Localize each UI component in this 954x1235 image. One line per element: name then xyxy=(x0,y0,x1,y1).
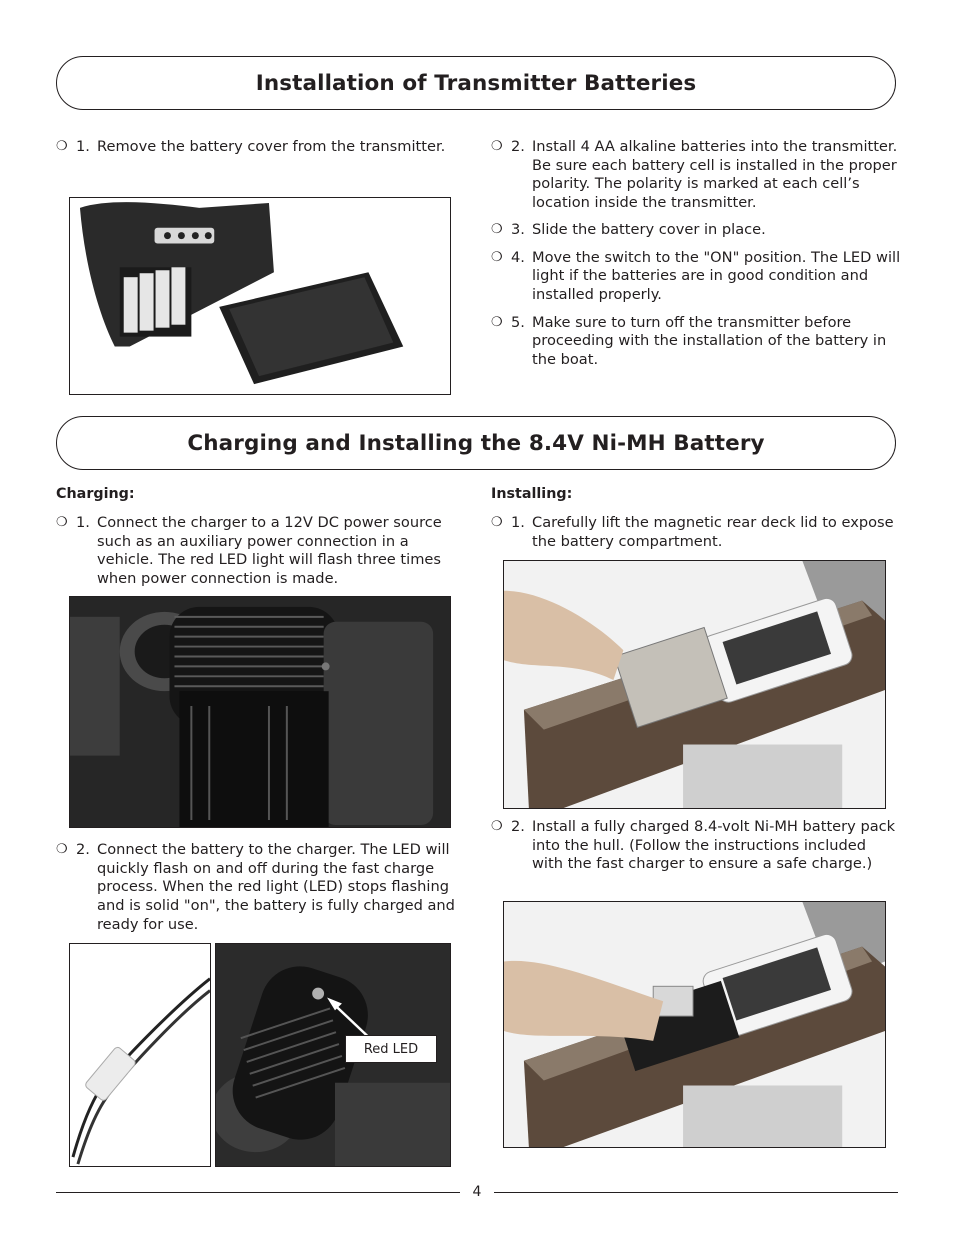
installing-steps-bottom xyxy=(491,818,897,874)
section-title-charging-installing xyxy=(56,416,896,470)
step-number: 1. xyxy=(76,138,90,155)
step-number: 4. xyxy=(511,248,525,266)
battery-connector-photo xyxy=(69,943,211,1167)
transmitter-battery-photo xyxy=(69,197,451,395)
step-number: 3. xyxy=(511,220,525,238)
step-item xyxy=(491,818,897,874)
step-text: Connect the battery to the charger. The LED will quickly flash on and off during the fast charge process. When the red light (LED) stops flashing and is solid "on", the battery is fully charged and ready for use. xyxy=(97,841,455,933)
charger-in-vehicle-photo xyxy=(69,596,451,828)
step-item xyxy=(491,138,901,213)
section-title-text: Installation of Transmitter Batteries xyxy=(255,70,697,96)
transmitter-steps-right xyxy=(491,138,901,370)
charging-steps-top xyxy=(56,514,462,589)
step-item xyxy=(56,841,462,935)
step-item xyxy=(491,314,901,370)
checkbox-bullet-icon: ❍ xyxy=(56,842,68,857)
lift-deck-lid-photo xyxy=(503,560,886,809)
checkbox-bullet-icon: ❍ xyxy=(56,515,68,530)
step-text: Connect the charger to a 12V DC power source such as an auxiliary power connection in a vehicle. The red LED light will flash three times when power connection is made. xyxy=(97,514,442,588)
step-number: 1. xyxy=(511,514,525,531)
step-number: 1. xyxy=(76,514,90,531)
step-text: Slide the battery cover in place. xyxy=(532,220,766,238)
step-item xyxy=(56,138,456,157)
step-text: Carefully lift the magnetic rear deck lid to expose the battery compartment. xyxy=(532,514,894,550)
red-led-callout: Red LED xyxy=(345,1035,437,1063)
checkbox-bullet-icon: ❍ xyxy=(56,139,68,154)
install-battery-pack-photo xyxy=(503,901,886,1148)
step-item xyxy=(491,249,901,305)
step-item xyxy=(491,221,901,240)
step-item xyxy=(491,514,897,551)
charging-steps-bottom xyxy=(56,841,462,935)
section-title-text: Charging and Installing the 8.4V Ni-MH Battery xyxy=(187,430,765,456)
checkbox-bullet-icon: ❍ xyxy=(491,819,503,834)
installing-heading: Installing: xyxy=(491,486,573,502)
checkbox-bullet-icon: ❍ xyxy=(491,221,503,237)
page-number: 4 xyxy=(472,1184,482,1200)
checkbox-bullet-icon: ❍ xyxy=(491,515,503,530)
step-text: Install a fully charged 8.4-volt Ni-MH battery pack into the hull. (Follow the instructions included with the fast charger to ensure a safe charge.) xyxy=(532,818,896,873)
checkbox-bullet-icon: ❍ xyxy=(491,249,503,265)
footer-rule-left xyxy=(56,1192,460,1193)
step-text: Install 4 AA alkaline batteries into the transmitter. Be sure each battery cell is installed in the proper polarity. The polarity is marked at each cell’s location inside the transmitter. xyxy=(532,138,898,212)
step-number: 5. xyxy=(511,313,525,331)
step-number: 2. xyxy=(511,138,525,155)
checkbox-bullet-icon: ❍ xyxy=(491,314,503,330)
step-item xyxy=(56,514,462,589)
charging-heading: Charging: xyxy=(56,486,135,502)
transmitter-steps-left xyxy=(56,138,456,157)
step-text: Remove the battery cover from the transmitter. xyxy=(97,138,446,155)
step-text: Make sure to turn off the transmitter before proceeding with the installation of the battery in the boat. xyxy=(532,313,887,369)
step-text: Move the switch to the "ON" position. The LED will light if the batteries are in good condition and installed properly. xyxy=(532,248,901,303)
installing-steps-top xyxy=(491,514,897,551)
footer-rule-right xyxy=(494,1192,898,1193)
step-number: 2. xyxy=(76,841,90,858)
step-number: 2. xyxy=(511,818,525,835)
section-title-transmitter-batteries xyxy=(56,56,896,110)
checkbox-bullet-icon: ❍ xyxy=(491,139,503,154)
